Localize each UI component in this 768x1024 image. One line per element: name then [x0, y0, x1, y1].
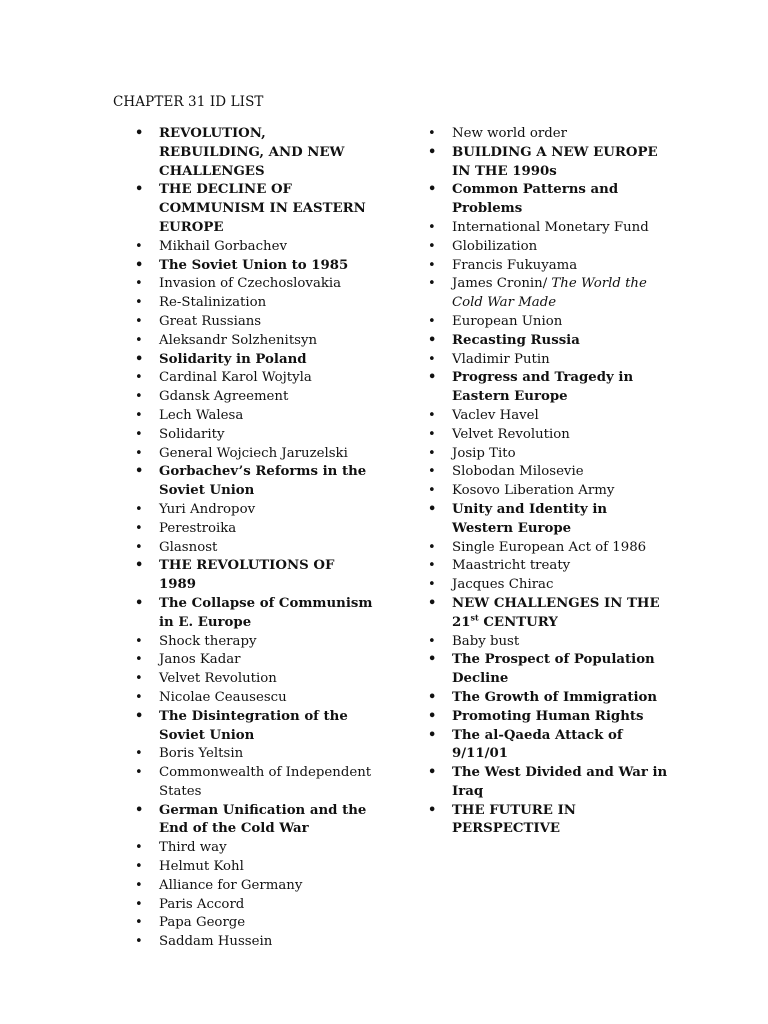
item-text: Slobodan Milosevie: [452, 464, 584, 480]
item-text: Kosovo Liberation Army: [452, 483, 615, 499]
id-term-item: [428, 445, 668, 464]
id-term-item: [135, 238, 375, 257]
section-heading-item: [428, 144, 668, 182]
id-term-item: [428, 351, 668, 370]
item-text: Vaclev Havel: [452, 407, 539, 423]
id-term-item: [135, 369, 375, 388]
section-heading-item: [135, 463, 375, 501]
item-text: Mikhail Gorbachev: [159, 238, 287, 254]
item-text: The al-Qaeda Attack of 9/11/01: [452, 727, 623, 762]
id-term-item: [428, 633, 668, 652]
id-term-item: [135, 539, 375, 558]
item-text: Re-Stalinization: [159, 295, 267, 311]
item-text: New world order: [452, 126, 567, 141]
section-heading-item: [428, 802, 668, 840]
item-text: THE REVOLUTIONS OF 1989: [159, 558, 335, 593]
id-term-item: [428, 313, 668, 332]
item-text: THE FUTURE IN PERSPECTIVE: [452, 802, 576, 837]
section-heading-item: [135, 595, 375, 633]
item-text: Jacques Chirac: [452, 577, 554, 593]
id-term-item: [135, 445, 375, 464]
section-heading-item: [135, 181, 375, 237]
item-text: The Soviet Union to 1985: [159, 257, 349, 273]
item-text: Saddam Hussein: [159, 934, 273, 950]
item-text: Progress and Tragedy in Eastern Europe: [452, 370, 634, 405]
id-term-item: [135, 407, 375, 426]
section-heading-item: [135, 557, 375, 595]
item-text: The Disintegration of the Soviet Union: [159, 708, 348, 743]
item-text: European Union: [452, 313, 563, 329]
item-text: German Unification and the End of the Cold War: [159, 802, 367, 837]
item-text: General Wojciech Jaruzelski: [159, 445, 348, 461]
id-term-item: [135, 933, 375, 952]
id-term-item: [135, 689, 375, 708]
item-text: Solidarity: [159, 426, 225, 442]
section-heading-item: [428, 181, 668, 219]
item-text: Baby bust: [452, 633, 520, 649]
section-heading-item: [135, 708, 375, 746]
id-term-item: [135, 745, 375, 764]
id-term-item: [428, 275, 668, 313]
id-term-item: [135, 294, 375, 313]
item-text: Shock therapy: [159, 633, 257, 649]
id-term-item: [428, 219, 668, 238]
section-heading-item: [135, 351, 375, 370]
item-text: Common Patterns and Problems: [452, 182, 619, 217]
item-text: Cardinal Karol Wojtyla: [159, 370, 312, 386]
id-term-item: [135, 332, 375, 351]
item-text: James Cronin/: [452, 276, 552, 292]
section-heading-item: [428, 708, 668, 727]
item-text: The West Divided and War in Iraq: [452, 765, 668, 799]
section-heading-item: [428, 689, 668, 708]
item-text: Single European Act of 1986: [452, 539, 647, 555]
section-heading-item: [135, 257, 375, 276]
id-term-item: [135, 914, 375, 933]
page-title: CHAPTER 31 ID LIST: [113, 94, 264, 110]
item-text: Solidarity in Poland: [159, 351, 307, 367]
left-id-list: [135, 125, 375, 952]
item-text: Velvet Revolution: [452, 426, 570, 442]
item-text: Invasion of Czechoslovakia: [159, 276, 342, 292]
item-text: The Collapse of Communism in E. Europe: [159, 595, 373, 630]
item-text: Aleksandr Solzhenitsyn: [159, 332, 318, 348]
id-term-item: [135, 520, 375, 539]
item-text: Paris Accord: [159, 896, 245, 912]
item-text: Perestroika: [159, 520, 237, 536]
item-text: BUILDING A NEW EUROPE IN THE 1990s: [452, 144, 658, 179]
id-term-item: [135, 651, 375, 670]
id-term-item: [135, 501, 375, 520]
id-term-item: [428, 463, 668, 482]
item-text: Francis Fukuyama: [452, 257, 578, 273]
item-text: Vladimir Putin: [452, 351, 550, 367]
item-text: Papa George: [159, 915, 246, 931]
section-heading-item: [428, 651, 668, 689]
id-term-item: [428, 557, 668, 576]
item-text: Commonwealth of Independent States: [159, 765, 372, 799]
item-text: Josip Tito: [452, 445, 516, 461]
item-text-continued: CENTURY: [478, 614, 558, 630]
item-text: Gorbachev’s Reforms in the Soviet Union: [159, 464, 367, 499]
id-term-item: [428, 539, 668, 558]
id-term-item: [135, 388, 375, 407]
id-term-item: [135, 896, 375, 915]
item-text: Globilization: [452, 238, 538, 254]
id-term-item: [135, 275, 375, 294]
item-text: Glasnost: [159, 539, 218, 555]
id-term-item: [135, 670, 375, 689]
id-term-item: [428, 482, 668, 501]
item-text: Gdansk Agreement: [159, 389, 289, 405]
item-text: THE DECLINE OF COMMUNISM IN EASTERN EUROPE: [159, 182, 366, 235]
id-term-item: [135, 877, 375, 896]
section-heading-item: [428, 501, 668, 539]
id-term-item: [135, 313, 375, 332]
item-text: Janos Kadar: [159, 652, 241, 668]
item-text: Yuri Andropov: [159, 501, 256, 517]
item-text: The Growth of Immigration: [452, 689, 658, 705]
item-text: International Monetary Fund: [452, 219, 649, 235]
item-text: Helmut Kohl: [159, 859, 244, 875]
item-text: Maastricht treaty: [452, 558, 571, 574]
item-text: Lech Walesa: [159, 407, 244, 423]
id-term-item: [135, 858, 375, 877]
item-text: Great Russians: [159, 313, 262, 329]
section-heading-item: [428, 369, 668, 407]
section-heading-item: [135, 125, 375, 181]
item-text: Recasting Russia: [452, 332, 580, 348]
right-id-list: [428, 125, 668, 839]
id-term-item: [135, 426, 375, 445]
id-term-item: [428, 125, 668, 144]
id-term-item: [135, 633, 375, 652]
section-heading-item: [135, 802, 375, 840]
item-text: The Prospect of Population Decline: [452, 652, 655, 687]
item-text: Alliance for Germany: [159, 877, 303, 893]
section-heading-item: [428, 764, 668, 802]
item-text: Boris Yeltsin: [159, 746, 244, 762]
item-text: NEW CHALLENGES IN THE 21: [452, 595, 660, 630]
id-term-item: [135, 764, 375, 802]
item-text: Nicolae Ceausescu: [159, 689, 287, 705]
item-text: Velvet Revolution: [159, 671, 277, 687]
id-term-item: [428, 426, 668, 445]
item-superscript: st: [470, 612, 479, 623]
item-text: Unity and Identity in Western Europe: [452, 501, 608, 536]
id-term-item: [428, 407, 668, 426]
section-heading-item: [428, 595, 668, 633]
section-heading-item: [428, 332, 668, 351]
id-term-item: [135, 839, 375, 858]
item-book-title: The World the Cold War Made: [452, 276, 647, 311]
item-text: REVOLUTION, REBUILDING, AND NEW CHALLENGES: [159, 126, 345, 179]
id-term-item: [428, 238, 668, 257]
id-term-item: [428, 576, 668, 595]
id-term-item: [428, 257, 668, 276]
item-text: Promoting Human Rights: [452, 708, 644, 724]
item-text: Third way: [159, 840, 227, 856]
section-heading-item: [428, 727, 668, 765]
